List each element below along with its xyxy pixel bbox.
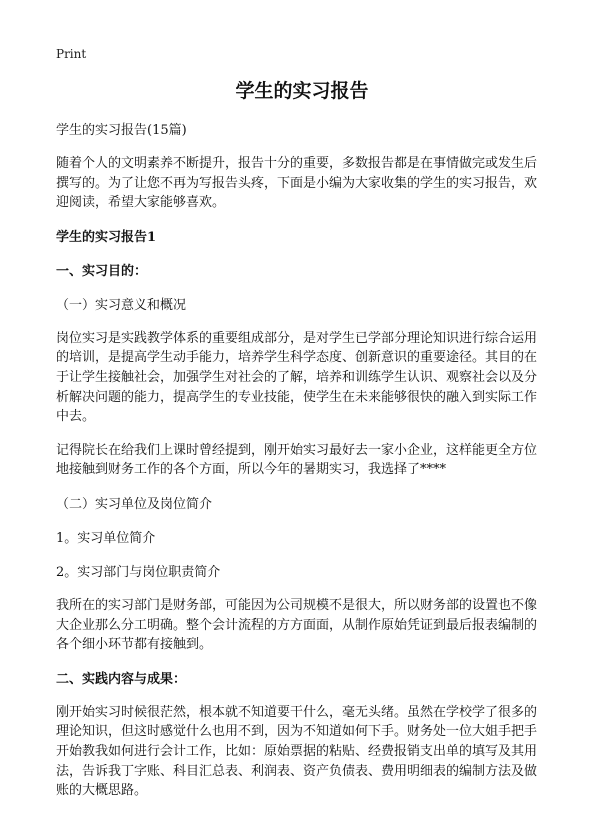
paragraph-choice: 记得院长在给我们上课时曾经提到，刚开始实习最好去一家小企业，这样能更全方位地接触到财务工作的各个方面，所以今年的暑期实习，我选择了**** bbox=[56, 442, 538, 478]
item-unit-intro: 1。实习单位简介 bbox=[56, 530, 156, 546]
paragraph-practice: 刚开始实习时候很茫然，根本就不知道要干什么，毫无头绪。虽然在学校学了很多的理论知识，但这时感觉什么也用不到，因为不知道如何下手。财务处一位大姐手把手开始教我如何进行会计工作，比如：原始票据的粘贴、经费报销支出单的填写及其用法，告诉我丁字账、科目汇总表、利润表、资产负债表、费用明细表的编制方法及做账的大概思路。 bbox=[56, 704, 538, 799]
heading-practice-content: 二、实践内容与成果： bbox=[56, 671, 187, 687]
print-link[interactable]: Print bbox=[56, 47, 87, 61]
section-title: 学生的实习报告1 bbox=[56, 229, 157, 245]
paragraph-department: 我所在的实习部门是财务部，可能因为公司规模不是很大，所以财务部的设置也不像大企业那么分工明确。整个会计流程的方方面面，从制作原始凭证到最后报表编制的各个细小环节都有接触到。 bbox=[56, 597, 538, 653]
intro-paragraph: 随着个人的文明素养不断提升，报告十分的重要，多数报告都是在事情做完或发生后撰写的。为了让您不再为写报告头疼，下面是小编为大家收集的学生的实习报告，欢迎阅读，希望大家能够喜欢。 bbox=[56, 156, 538, 211]
document-subtitle: 学生的实习报告(15篇) bbox=[56, 123, 187, 138]
item-department-intro: 2。实习部门与岗位职责简介 bbox=[56, 564, 221, 580]
subheading-significance: （一）实习意义和概况 bbox=[56, 297, 187, 313]
heading-internship-purpose: 一、实习目的： bbox=[56, 263, 148, 279]
subheading-unit-intro: （二）实习单位及岗位简介 bbox=[56, 496, 213, 512]
paragraph-internship-significance: 岗位实习是实践教学体系的重要组成部分，是对学生已学部分理论知识进行综合运用的培训，是提高学生动手能力，培养学生科学态度、创新意识的重要途径。其目的在于让学生接触社会，加强学生对社会的了解，培养和训练学生认识、观察社会以及分析解决问题的能力，提高学生的专业技能，使学生在未来能够很快的融入到实际工作中去。 bbox=[56, 330, 538, 425]
document-title: 学生的实习报告 bbox=[235, 80, 369, 102]
